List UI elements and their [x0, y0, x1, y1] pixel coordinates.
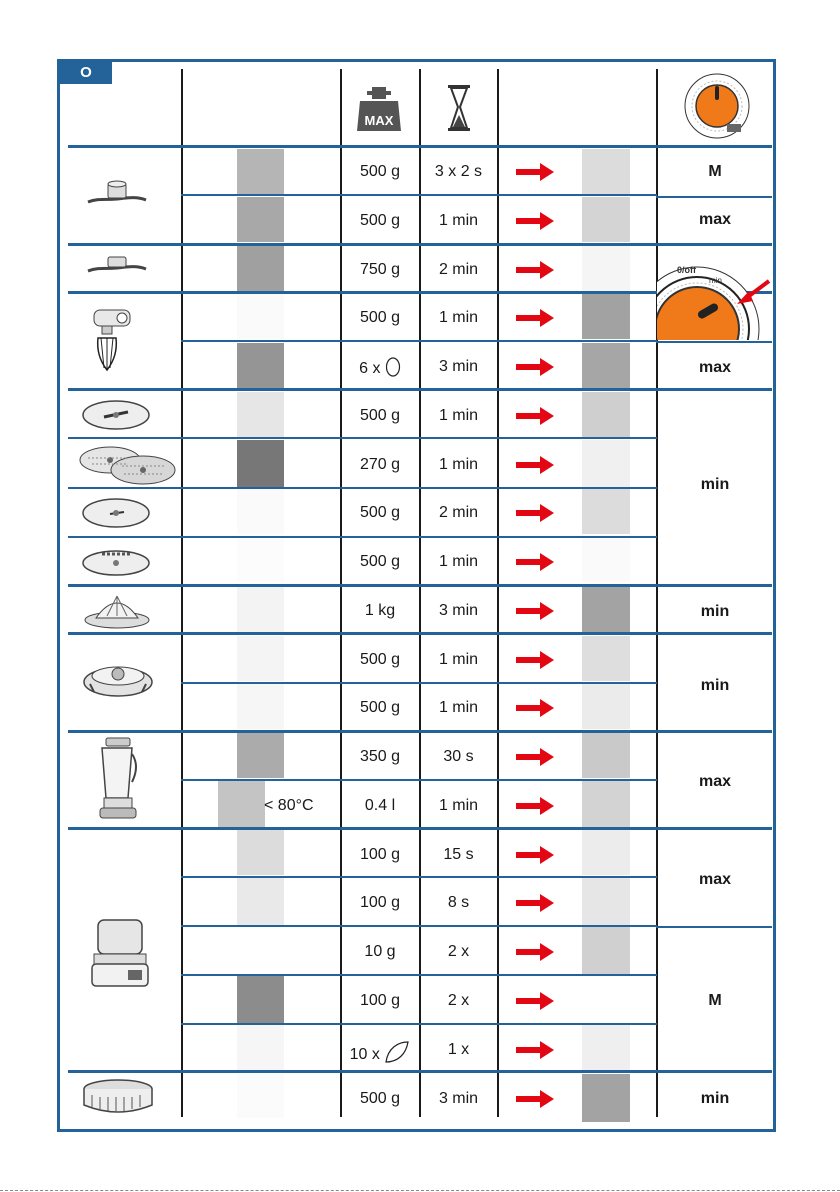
shade-block	[237, 878, 284, 925]
row-separator	[68, 243, 772, 246]
row-divider	[181, 194, 657, 196]
shade-block	[237, 294, 284, 339]
section-tab: O	[60, 62, 112, 84]
arrow-right-icon	[516, 455, 554, 475]
shade-block	[237, 197, 284, 242]
arrow-right-icon	[516, 503, 554, 523]
row-separator	[68, 388, 772, 391]
citrus-press-icon	[82, 590, 152, 630]
shade-block	[582, 684, 630, 729]
speed-setting: min	[700, 677, 730, 694]
egg-icon	[385, 357, 401, 377]
shade-block	[237, 1025, 284, 1070]
speed-setting: min	[700, 603, 730, 620]
speed-dial-inset-icon	[657, 257, 772, 340]
blade-icon	[84, 253, 150, 281]
shade-block	[582, 781, 630, 829]
coarse-disc-icon	[80, 544, 152, 578]
arrow-right-icon	[516, 357, 554, 377]
row-divider	[181, 876, 657, 878]
row-divider	[656, 196, 772, 198]
amount-cell: 10 g	[364, 943, 396, 960]
amount-cell: 100 g	[359, 846, 401, 863]
amount-prefix: 6 x	[359, 360, 381, 377]
arrow-right-icon	[516, 796, 554, 816]
amount-cell: 500 g	[359, 504, 401, 521]
arrow-right-icon	[516, 845, 554, 865]
shade-block	[582, 294, 630, 339]
shade-block	[582, 927, 630, 974]
time-cell: 3 x 2 s	[434, 163, 483, 180]
shade-block	[582, 537, 630, 582]
shade-block	[237, 830, 284, 875]
row-divider	[656, 926, 772, 928]
arrow-right-icon	[516, 893, 554, 913]
leaf-icon	[384, 1040, 410, 1064]
time-cell: 1 min	[438, 797, 479, 814]
amount-cell: 100 g	[359, 894, 401, 911]
grating-discs-icon	[78, 442, 178, 486]
shade-block	[582, 1074, 630, 1122]
arrow-right-icon	[516, 406, 554, 426]
row-divider	[68, 437, 181, 439]
arrow-right-icon	[516, 211, 554, 231]
sieve-attachment-icon	[80, 1077, 156, 1117]
shade-block	[237, 246, 284, 291]
time-cell: 2 min	[438, 261, 479, 278]
time-cell: 30 s	[443, 748, 474, 765]
shade-block	[582, 1025, 630, 1070]
mini-chopper-icon	[88, 914, 152, 988]
row-separator	[68, 145, 772, 148]
amount-cell: 500 g	[359, 553, 401, 570]
temperature-note: < 80°C	[264, 797, 314, 814]
shade-block	[237, 1074, 284, 1118]
shade-block	[582, 636, 630, 681]
dicing-attachment-icon	[80, 654, 156, 702]
row-divider	[181, 487, 657, 489]
time-cell: 2 x	[447, 943, 470, 960]
time-cell: 1 min	[438, 651, 479, 668]
amount-cell: 500 g	[359, 651, 401, 668]
row-separator	[68, 730, 772, 733]
time-cell: 1 min	[438, 407, 479, 424]
row-divider	[181, 1023, 657, 1025]
amount-cell: 500 g	[359, 699, 401, 716]
arrow-right-icon	[516, 1040, 554, 1060]
arrow-right-icon	[516, 260, 554, 280]
amount-cell-egg	[341, 357, 419, 379]
shade-block	[582, 489, 630, 534]
arrow-right-icon	[516, 308, 554, 328]
row-divider	[181, 682, 657, 684]
fine-disc-icon	[80, 496, 152, 530]
amount-cell: 500 g	[359, 309, 401, 326]
slicing-disc-icon	[80, 398, 152, 432]
shade-block	[582, 392, 630, 437]
shade-block	[237, 587, 284, 632]
amount-cell: 500 g	[359, 407, 401, 424]
row-divider	[181, 779, 657, 781]
row-divider	[181, 974, 657, 976]
row-divider	[181, 437, 657, 439]
shade-block	[237, 684, 284, 729]
row-separator	[68, 584, 772, 587]
amount-cell: 100 g	[359, 992, 401, 1009]
shade-block	[582, 733, 630, 778]
arrow-right-icon	[516, 747, 554, 767]
whisk-attachment-icon	[84, 304, 140, 374]
arrow-right-icon	[516, 162, 554, 182]
time-cell: 3 min	[438, 1090, 479, 1107]
shade-block	[237, 976, 284, 1023]
weight-icon	[354, 83, 404, 133]
time-cell: 2 x	[447, 992, 470, 1009]
speed-setting: max	[698, 871, 732, 888]
shade-block	[237, 343, 284, 388]
shade-block	[237, 440, 284, 487]
shade-block	[237, 733, 284, 778]
speed-setting: M	[708, 163, 722, 180]
time-cell: 2 min	[438, 504, 479, 521]
amount-cell: 270 g	[359, 456, 401, 473]
time-cell: 1 min	[438, 699, 479, 716]
time-cell: 1 min	[438, 309, 479, 326]
blender-jug-icon	[96, 736, 140, 822]
shade-block	[582, 343, 630, 388]
shade-block	[582, 830, 630, 875]
shade-block	[237, 636, 284, 681]
row-divider	[656, 341, 772, 343]
row-divider	[68, 487, 181, 489]
shade-block	[237, 489, 284, 534]
shade-block	[582, 440, 630, 487]
column-divider	[181, 69, 183, 1117]
row-divider	[68, 536, 181, 538]
weight-max-label: MAX	[364, 113, 394, 128]
row-divider	[181, 925, 657, 927]
speed-setting: M	[708, 992, 722, 1009]
hourglass-icon	[446, 83, 472, 133]
speed-setting: min	[700, 476, 730, 493]
arrow-right-icon	[516, 552, 554, 572]
row-separator	[68, 632, 772, 635]
amount-cell: 750 g	[359, 261, 401, 278]
shade-block	[237, 537, 284, 582]
amount-cell-leaf	[341, 1040, 419, 1065]
shade-block	[582, 246, 630, 291]
amount-cell: 500 g	[359, 1090, 401, 1107]
page-edge-dashed-line	[0, 1190, 840, 1191]
dial-min-label: min	[709, 276, 722, 285]
row-divider	[181, 340, 657, 342]
time-cell: 1 x	[447, 1041, 470, 1058]
time-cell: 8 s	[447, 894, 470, 911]
shade-block	[218, 781, 265, 829]
speed-setting: min	[700, 1090, 730, 1107]
speed-setting: max	[698, 773, 732, 790]
speed-dial-header-icon	[672, 68, 766, 144]
shade-block	[237, 149, 284, 194]
row-separator	[68, 1070, 772, 1073]
row-separator	[68, 827, 772, 830]
amount-cell: 1 kg	[364, 602, 396, 619]
shade-block	[237, 392, 284, 437]
time-cell: 1 min	[438, 212, 479, 229]
arrow-right-icon	[516, 698, 554, 718]
time-cell: 3 min	[438, 602, 479, 619]
arrow-right-icon	[516, 601, 554, 621]
shade-block	[582, 878, 630, 925]
speed-setting: max	[698, 211, 732, 228]
shade-block	[582, 197, 630, 242]
speed-setting: max	[698, 359, 732, 376]
arrow-right-icon	[516, 650, 554, 670]
time-cell: 15 s	[443, 846, 474, 863]
time-cell: 3 min	[438, 358, 479, 375]
universal-blade-icon	[84, 180, 150, 210]
column-divider	[497, 69, 499, 1117]
shade-block	[582, 149, 630, 196]
arrow-right-icon	[516, 942, 554, 962]
time-cell: 1 min	[438, 553, 479, 570]
dial-off-label: 0/off	[677, 265, 696, 275]
amount-cell: 350 g	[359, 748, 401, 765]
time-cell: 1 min	[438, 456, 479, 473]
arrow-right-icon	[516, 991, 554, 1011]
row-divider	[181, 536, 657, 538]
amount-cell: 500 g	[359, 212, 401, 229]
shade-block	[582, 587, 630, 632]
amount-cell: 500 g	[359, 163, 401, 180]
arrow-right-icon	[516, 1089, 554, 1109]
amount-cell: 0.4 l	[364, 797, 396, 814]
amount-prefix: 10 x	[349, 1046, 380, 1063]
